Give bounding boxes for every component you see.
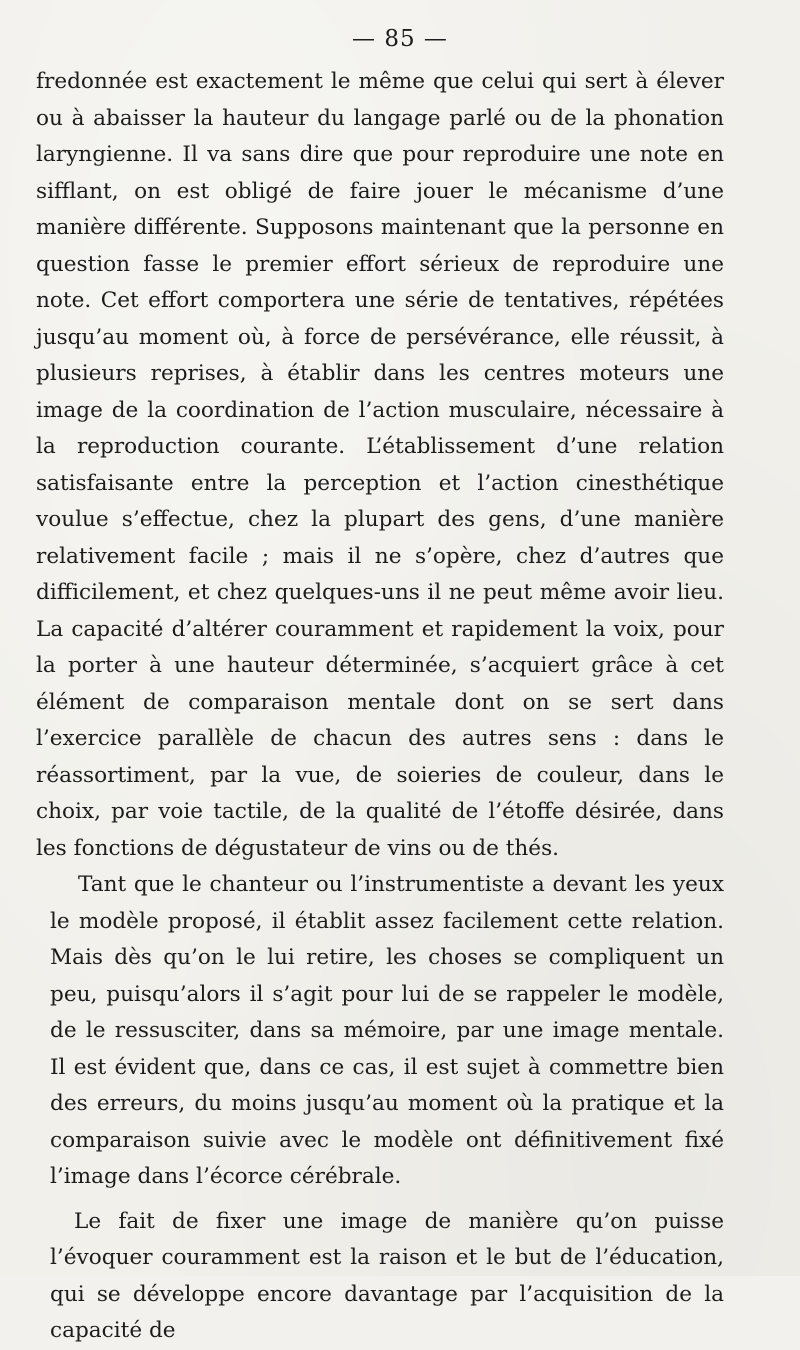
paragraph-1: fredonnée est exactement le même que celui qui sert à élever ou à abaisser la hauteur du langage parlé ou de la phonation laryngienne. Il va sans dire que pour reproduire une note en sifflant, on est obligé de faire jouer le mécanisme d’une manière différente. Supposons maintenant que la personne en question fasse le premier effort sérieux de reproduire une note. Cet effort comportera une série de tentatives, répétées jusqu’au moment où, à force de persévérance, elle réussit, à plusieurs reprises, à établir dans les centres moteurs une image de la coordination de l’action musculaire, nécessaire à la reproduction courante. L’établissement d’une relation satisfaisante entre la perception et l’action cinesthétique voulue s’effectue, chez la plupart des gens, d’une manière relativement facile ; mais il ne s’opère, chez d’autres que difficilement, et chez quelques-uns il ne peut même avoir lieu. La capacité d’altérer couramment et rapidement la voix, pour la porter à une hauteur déterminée, s’acquiert grâce à cet élément de comparaison mentale dont on se sert dans l’exercice parallèle de chacun des autres sens : dans le réassortiment, par la vue, de soieries de couleur, dans le choix, par voie tactile, de la qualité de l’étoffe désirée, dans les fonctions de dégustateur de vins ou de thés. (36, 69, 724, 861)
page-number: — 85 — (352, 26, 448, 52)
body-text (34, 64, 724, 1350)
paragraph-2: Tant que le chanteur ou l’instrumentiste a devant les yeux le modèle proposé, il établit assez facilement cette relation. Mais dès qu’on le lui retire, les choses se compliquent un peu, puisqu’alors il s’agit pour lui de se rappeler le modèle, de le ressusciter, dans sa mémoire, par une image mentale. Il est évident que, dans ce cas, il est sujet à commettre bien des erreurs, du moins jusqu’au moment où la pratique et la comparaison suivie avec le modèle ont définitivement fixé l’image dans l’écorce cérébrale. (50, 872, 724, 1189)
paragraph-3: Le fait de fixer une image de manière qu’on puisse l’évoquer couramment est la raison et le but de l’éducation, qui se développe encore davantage par l’acquisition de la capacité de (50, 1208, 724, 1343)
